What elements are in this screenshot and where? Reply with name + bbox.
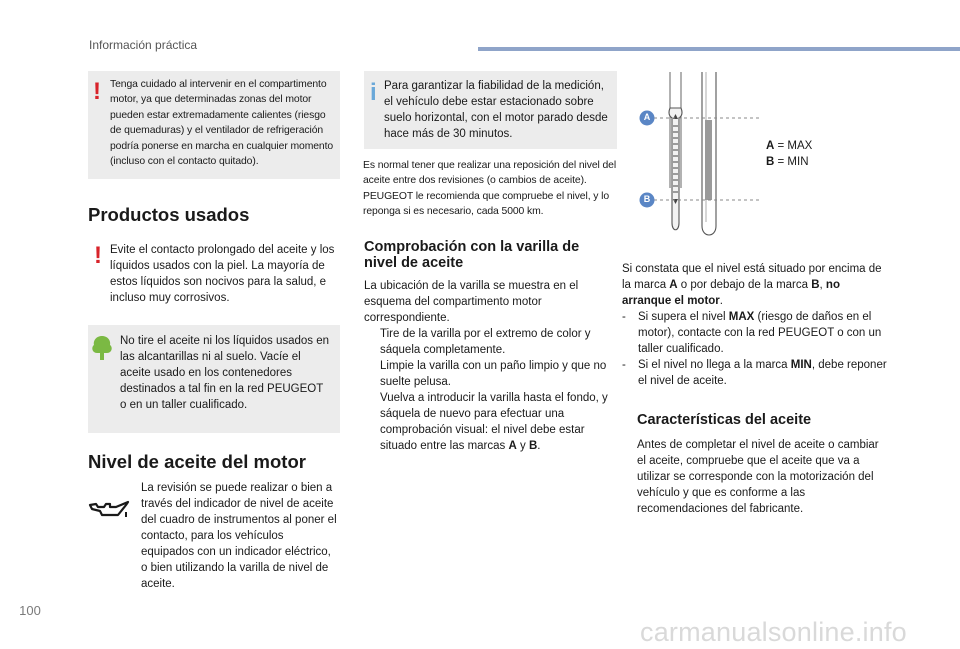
min-emphasis: MIN [790, 359, 812, 371]
warning-icon: ! [94, 242, 102, 269]
caracteristicas-text: Antes de completar el nivel de aceite o cambiar el aceite, compruebe que el aceite que va a utilizar se corresponde con la motorización del vehículo y que es conforme a las recomendaciones del fabricante. [637, 439, 879, 515]
info-icon: i [370, 79, 377, 106]
engine-warning-box [88, 71, 340, 179]
step-text: Vuelva a introducir la varilla hasta el fondo, y sáquela de nuevo para efectuar una comprobación visual: el nivel debe estar situado entre las marcas [380, 392, 608, 452]
text-run: . [719, 295, 723, 307]
varilla-section [364, 278, 618, 454]
step-text: Limpie la varilla con un paño limpio y que no suelte pelusa. [380, 360, 607, 388]
text-run: , [819, 279, 826, 291]
text-run: Si el nivel no llega a la marca [638, 359, 791, 371]
max-emphasis: MAX [728, 311, 755, 323]
legend-value-a: = MAX [774, 140, 813, 152]
legend-max [766, 138, 856, 154]
heading-nivel-aceite: Nivel de aceite del motor [88, 451, 306, 472]
dash-marker: - [622, 311, 626, 323]
nivel-aceite-text: La revisión se puede realizar o bien a través del indicador de nivel de aceite del cuadro de instrumentos al poner el contacto, para los vehículos equipados con un indicador eléctrico, o bien utilizando la varilla de nivel de aceite. [141, 482, 337, 590]
text-run: o por debajo de la marca [677, 279, 812, 291]
page-number: 100 [19, 603, 41, 618]
legend-key-b: B [766, 156, 775, 168]
text-run: (riesgo de daños en el motor), contacte con la red PEUGEOT o con un taller cualificado. [638, 311, 882, 355]
dash-marker: - [622, 359, 626, 371]
no-arranque-emphasis: no arranque el motor [622, 279, 840, 307]
dipstick-diagram [636, 68, 760, 244]
mark-b-ref: B [528, 440, 538, 452]
info-text: Para garantizar la fiabilidad de la medición, el vehículo debe estar estacionado sobre suelo horizontal, con el motor parado desde hace más de 30 minutos. [384, 80, 608, 140]
environment-box [88, 325, 340, 433]
heading-caracteristicas: Características del aceite [637, 412, 812, 428]
environment-text: No tire el aceite ni los líquidos usados en las alcantarillas ni al suelo. Vacíe el aceite usado en los contenedores destinados a tal fin en la red PEUGEOT o en un taller cualificado. [120, 335, 330, 411]
text-run: Si constata que el nivel está situado por encima de la marca [622, 263, 882, 291]
heading-productos-usados: Productos usados [88, 204, 250, 225]
nivel-result-section [622, 261, 890, 389]
info-box [364, 71, 617, 149]
text-run: , debe reponer el nivel de aceite. [638, 359, 887, 387]
text-run: Si supera el nivel [638, 311, 729, 323]
warning-icon: ! [93, 78, 101, 105]
watermark: carmanualsonline.info [640, 617, 907, 647]
engine-warning-text: Tenga cuidado al intervenir en el compartimento motor, ya que determinadas zonas del motor pueden estar extremadamente calientes (riesgo de quemaduras) y el ventilador de refrigeración podría ponerse en marcha en cualquier momento (incluso con el contacto quitado). [110, 79, 334, 168]
list-item [622, 309, 890, 357]
tree-icon [91, 335, 113, 361]
legend-key-a: A [766, 140, 775, 152]
legend-value-b: = MIN [774, 156, 809, 168]
conjunction: y [516, 440, 529, 452]
marker-b-label: B [643, 194, 651, 204]
oil-can-icon [88, 499, 130, 521]
diagram-legend [766, 138, 856, 170]
section-title: Información práctica [89, 38, 198, 52]
header-bar [478, 47, 960, 51]
nivel-result-paragraph [622, 261, 890, 309]
mark-a-ref: A [669, 279, 678, 291]
legend-min [766, 154, 856, 170]
punctuation: . [537, 440, 541, 452]
step-text: Tire de la varilla por el extremo de color y sáquela completamente. [380, 328, 591, 356]
marker-a-label: A [643, 112, 651, 122]
heading-comprobacion-varilla: Comprobación con la varilla de nivel de aceite [364, 239, 580, 271]
mark-b-ref: B [811, 279, 820, 291]
list-item [622, 357, 890, 389]
productos-warning-text: Evite el contacto prolongado del aceite y los líquidos usados con la piel. La mayoría de estos líquidos son nocivos para la salud, e incluso muy corrosivos. [110, 244, 335, 304]
varilla-intro: La ubicación de la varilla se muestra en el esquema del compartimento motor correspondiente. [364, 280, 579, 324]
list-item [364, 326, 618, 358]
mark-a-ref: A [508, 440, 517, 452]
list-item [364, 390, 618, 454]
revision-intro-text: Es normal tener que realizar una reposición del nivel del aceite entre dos revisiones (o cambios de aceite). PEUGEOT le recomienda que compruebe el nivel, y lo reponga si es necesario, cada 5000 km. [363, 160, 617, 218]
list-item [364, 358, 618, 390]
